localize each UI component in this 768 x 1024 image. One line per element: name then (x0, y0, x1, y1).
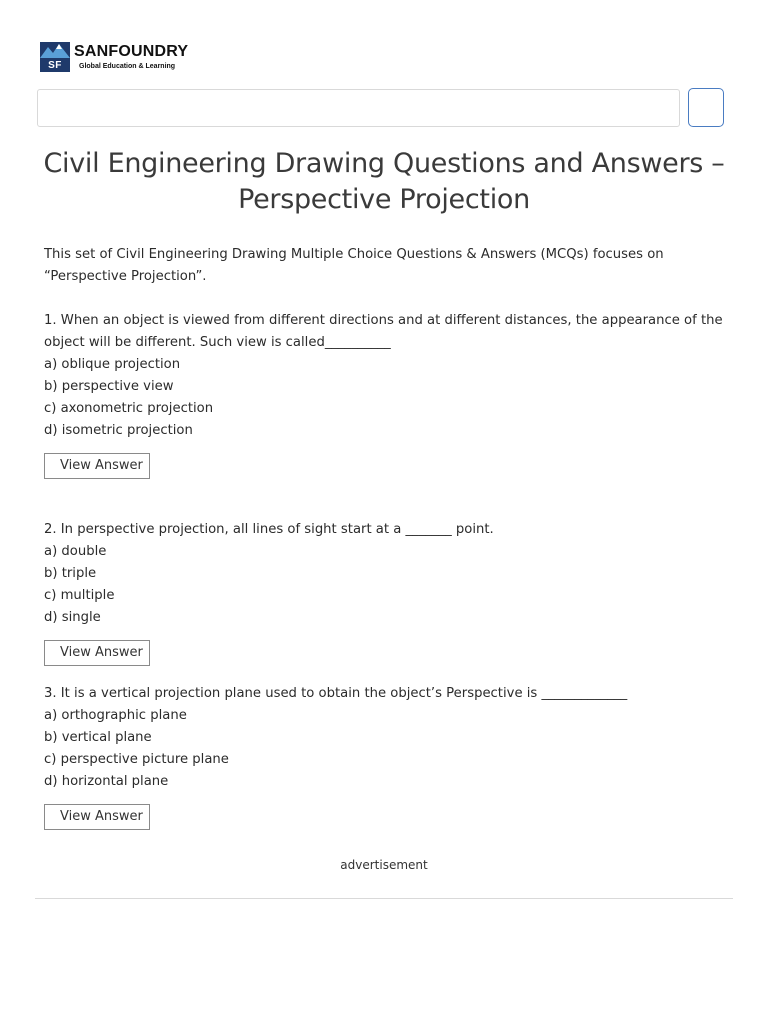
question-2 (44, 519, 734, 666)
search-button[interactable] (688, 88, 724, 127)
option-c: c) perspective picture plane (44, 752, 229, 767)
option-b: b) triple (44, 566, 97, 581)
intro-text: This set of Civil Engineering Drawing Multiple Choice Questions & Answers (MCQs) focuses on “Perspective Projection”. (44, 247, 664, 284)
mountain-icon (40, 42, 70, 58)
question-3 (44, 683, 734, 830)
option-a: a) double (44, 544, 107, 559)
logo-name: SANFOUNDRY (74, 43, 189, 60)
logo-text (74, 44, 188, 70)
question-text: 3. It is a vertical projection plane used to obtain the object’s Perspective is _____________ (44, 686, 628, 701)
question-text: 2. In perspective projection, all lines of sight start at a _______ point. (44, 522, 494, 537)
option-c: c) axonometric projection (44, 401, 214, 416)
logo-tagline: Global Education & Learning (79, 63, 176, 70)
article-content (44, 244, 734, 830)
option-a: a) orthographic plane (44, 708, 187, 723)
page-title: Civil Engineering Drawing Questions and Answers – Perspective Projection (43, 148, 725, 215)
option-b: b) vertical plane (44, 730, 152, 745)
option-c: c) multiple (44, 588, 115, 603)
view-answer-button-3[interactable]: View Answer (44, 804, 150, 830)
site-logo[interactable] (40, 42, 188, 72)
question-1 (44, 310, 734, 479)
view-answer-button-1[interactable]: View Answer (44, 453, 150, 479)
question-text: 1. When an object is viewed from different directions and at different distances, the appearance of the object will be different. Such view is called__________ (44, 313, 723, 350)
option-a: a) oblique projection (44, 357, 181, 372)
option-d: d) single (44, 610, 101, 625)
sanfoundry-logo-icon (40, 42, 70, 72)
option-b: b) perspective view (44, 379, 174, 394)
search-input[interactable] (37, 89, 680, 127)
advertisement-label: advertisement (340, 858, 428, 872)
view-answer-button-2[interactable]: View Answer (44, 640, 150, 666)
logo-mark-text: SF (48, 60, 62, 71)
option-d: d) horizontal plane (44, 774, 169, 789)
option-d: d) isometric projection (44, 423, 193, 438)
divider (35, 898, 733, 899)
